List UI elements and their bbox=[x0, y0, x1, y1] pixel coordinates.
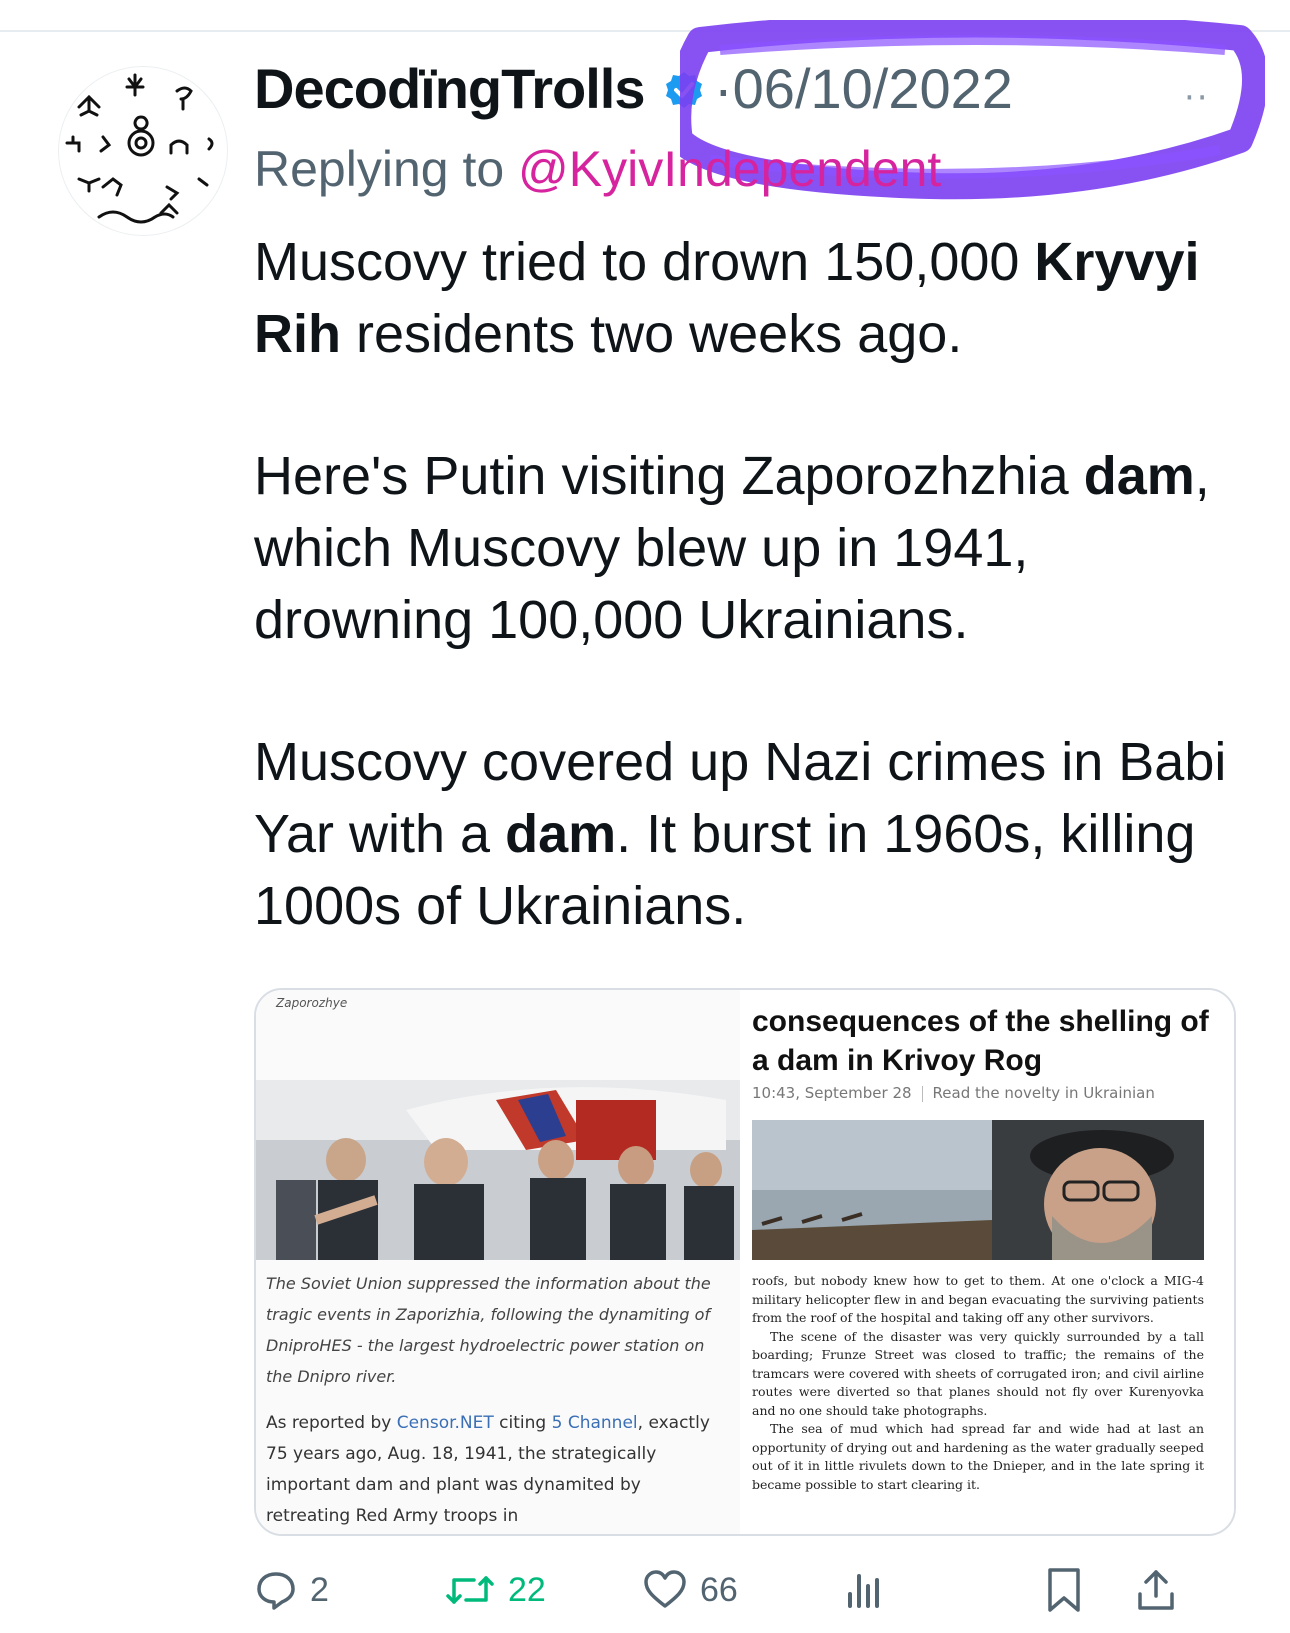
reply-handle-link[interactable]: @KyivIndependent bbox=[518, 141, 942, 197]
paragraph-text: . It burst in 1960s, killing 1000s of Ukrainians. bbox=[254, 804, 1196, 936]
reply-prefix: Replying to bbox=[254, 141, 519, 197]
bold-text: dam bbox=[505, 804, 617, 864]
like-count: 66 bbox=[700, 1570, 738, 1609]
top-divider bbox=[0, 30, 1290, 32]
read-ukrainian-link[interactable]: Read the novelty in Ukrainian bbox=[932, 1084, 1155, 1102]
putin-dam-photo bbox=[256, 1080, 740, 1260]
news-time: 10:43, September 28 bbox=[752, 1084, 912, 1102]
bookmark-button[interactable] bbox=[1044, 1560, 1096, 1620]
tweet-paragraph-1 bbox=[254, 226, 1254, 370]
reply-context bbox=[254, 140, 941, 198]
reply-icon bbox=[254, 1568, 298, 1612]
tweet-text bbox=[254, 226, 1254, 1012]
censor-net-link[interactable]: Censor.NET bbox=[396, 1413, 494, 1433]
tweet-date[interactable]: ·06/10/2022 bbox=[714, 57, 1013, 120]
reply-button[interactable] bbox=[254, 1560, 329, 1620]
tweet-paragraph-3 bbox=[254, 726, 1254, 942]
media-image-left[interactable] bbox=[256, 990, 740, 1534]
tweet-paragraph-2 bbox=[254, 440, 1254, 656]
tweet-header bbox=[254, 56, 1254, 136]
paragraph-text: Muscovy tried to drown 150,000 bbox=[254, 232, 1035, 292]
heart-icon bbox=[642, 1568, 688, 1612]
excerpt-paragraph: The sea of mud which had spread far and wide had at last an opportunity of drying out and hardening as the water gradually seeped out of it in little rivulets down to the Dnieper, and in the late spring it became possible to start clearing it. bbox=[752, 1421, 1204, 1492]
more-options-icon[interactable]: ·· bbox=[1184, 78, 1210, 118]
article-text: citing bbox=[493, 1413, 552, 1433]
book-excerpt bbox=[752, 1272, 1204, 1494]
tweet-actions bbox=[254, 1560, 1254, 1620]
dam-and-man-photo bbox=[752, 1120, 1204, 1260]
excerpt-paragraph: roofs, but nobody knew how to get to them. At one o'clock a MIG-4 military helicopter flew in and began evacuating the surviving patients from the roof of the hospital and taking off any other survivors. bbox=[752, 1273, 1204, 1325]
share-button[interactable] bbox=[1134, 1560, 1190, 1620]
bookmark-icon bbox=[1044, 1566, 1084, 1614]
news-headline: consequences of the shelling of a dam in Krivoy Rog bbox=[752, 1005, 1209, 1077]
avatar[interactable] bbox=[58, 66, 228, 236]
channel-5-link[interactable]: 5 Channel bbox=[551, 1413, 638, 1433]
like-button[interactable] bbox=[642, 1560, 738, 1620]
article-text: , exactly 75 years ago, Aug. 18, 1941, the strategically important dam and plant was dynamited by retreating Red Army troops in bbox=[266, 1413, 710, 1526]
views-button[interactable] bbox=[844, 1560, 896, 1620]
image-label: Zaporozhye bbox=[276, 996, 348, 1010]
display-name[interactable]: DecodïngTrolls bbox=[254, 57, 645, 120]
retweet-icon bbox=[444, 1568, 496, 1612]
media-attachment[interactable] bbox=[254, 988, 1236, 1536]
paragraph-text: Muscovy covered up Nazi crimes in Babi Yar with a bbox=[254, 732, 1227, 864]
article-body bbox=[266, 1408, 726, 1532]
paragraph-text: , which Muscovy blew up in 1941, drowning 100,000 Ukrainians. bbox=[254, 446, 1210, 650]
views-chart-icon bbox=[844, 1568, 884, 1612]
image-caption: The Soviet Union suppressed the information about the tragic events in Zaporizhia, following the dynamiting of DniproHES - the largest hydroelectric power station on the Dnipro river. bbox=[266, 1274, 711, 1386]
retweet-button[interactable] bbox=[444, 1560, 546, 1620]
share-icon bbox=[1134, 1566, 1178, 1614]
verified-badge-icon bbox=[664, 70, 704, 110]
article-text: As reported by bbox=[266, 1413, 397, 1433]
meta-separator bbox=[922, 1086, 923, 1102]
bold-text: dam bbox=[1083, 446, 1195, 506]
reply-count: 2 bbox=[310, 1570, 329, 1609]
excerpt-paragraph: The scene of the disaster was very quickly surrounded by a tall boarding; Frunze Street was closed to traffic; the remains of the tramcars were covered with sheets of corrugated iron; and civil airline routes were diverted so that planes should not fly over Kurenyovka and no one should take photographs. bbox=[752, 1328, 1204, 1418]
retweet-count: 22 bbox=[508, 1570, 546, 1609]
avatar-glyphs-icon bbox=[59, 67, 227, 235]
bold-text: Kryvyi Rih bbox=[254, 232, 1200, 364]
paragraph-text: Here's Putin visiting Zaporozhzhia bbox=[254, 446, 1084, 506]
media-image-right[interactable] bbox=[744, 990, 1234, 1534]
news-meta bbox=[752, 1084, 1155, 1102]
paragraph-text: residents two weeks ago. bbox=[341, 304, 963, 364]
